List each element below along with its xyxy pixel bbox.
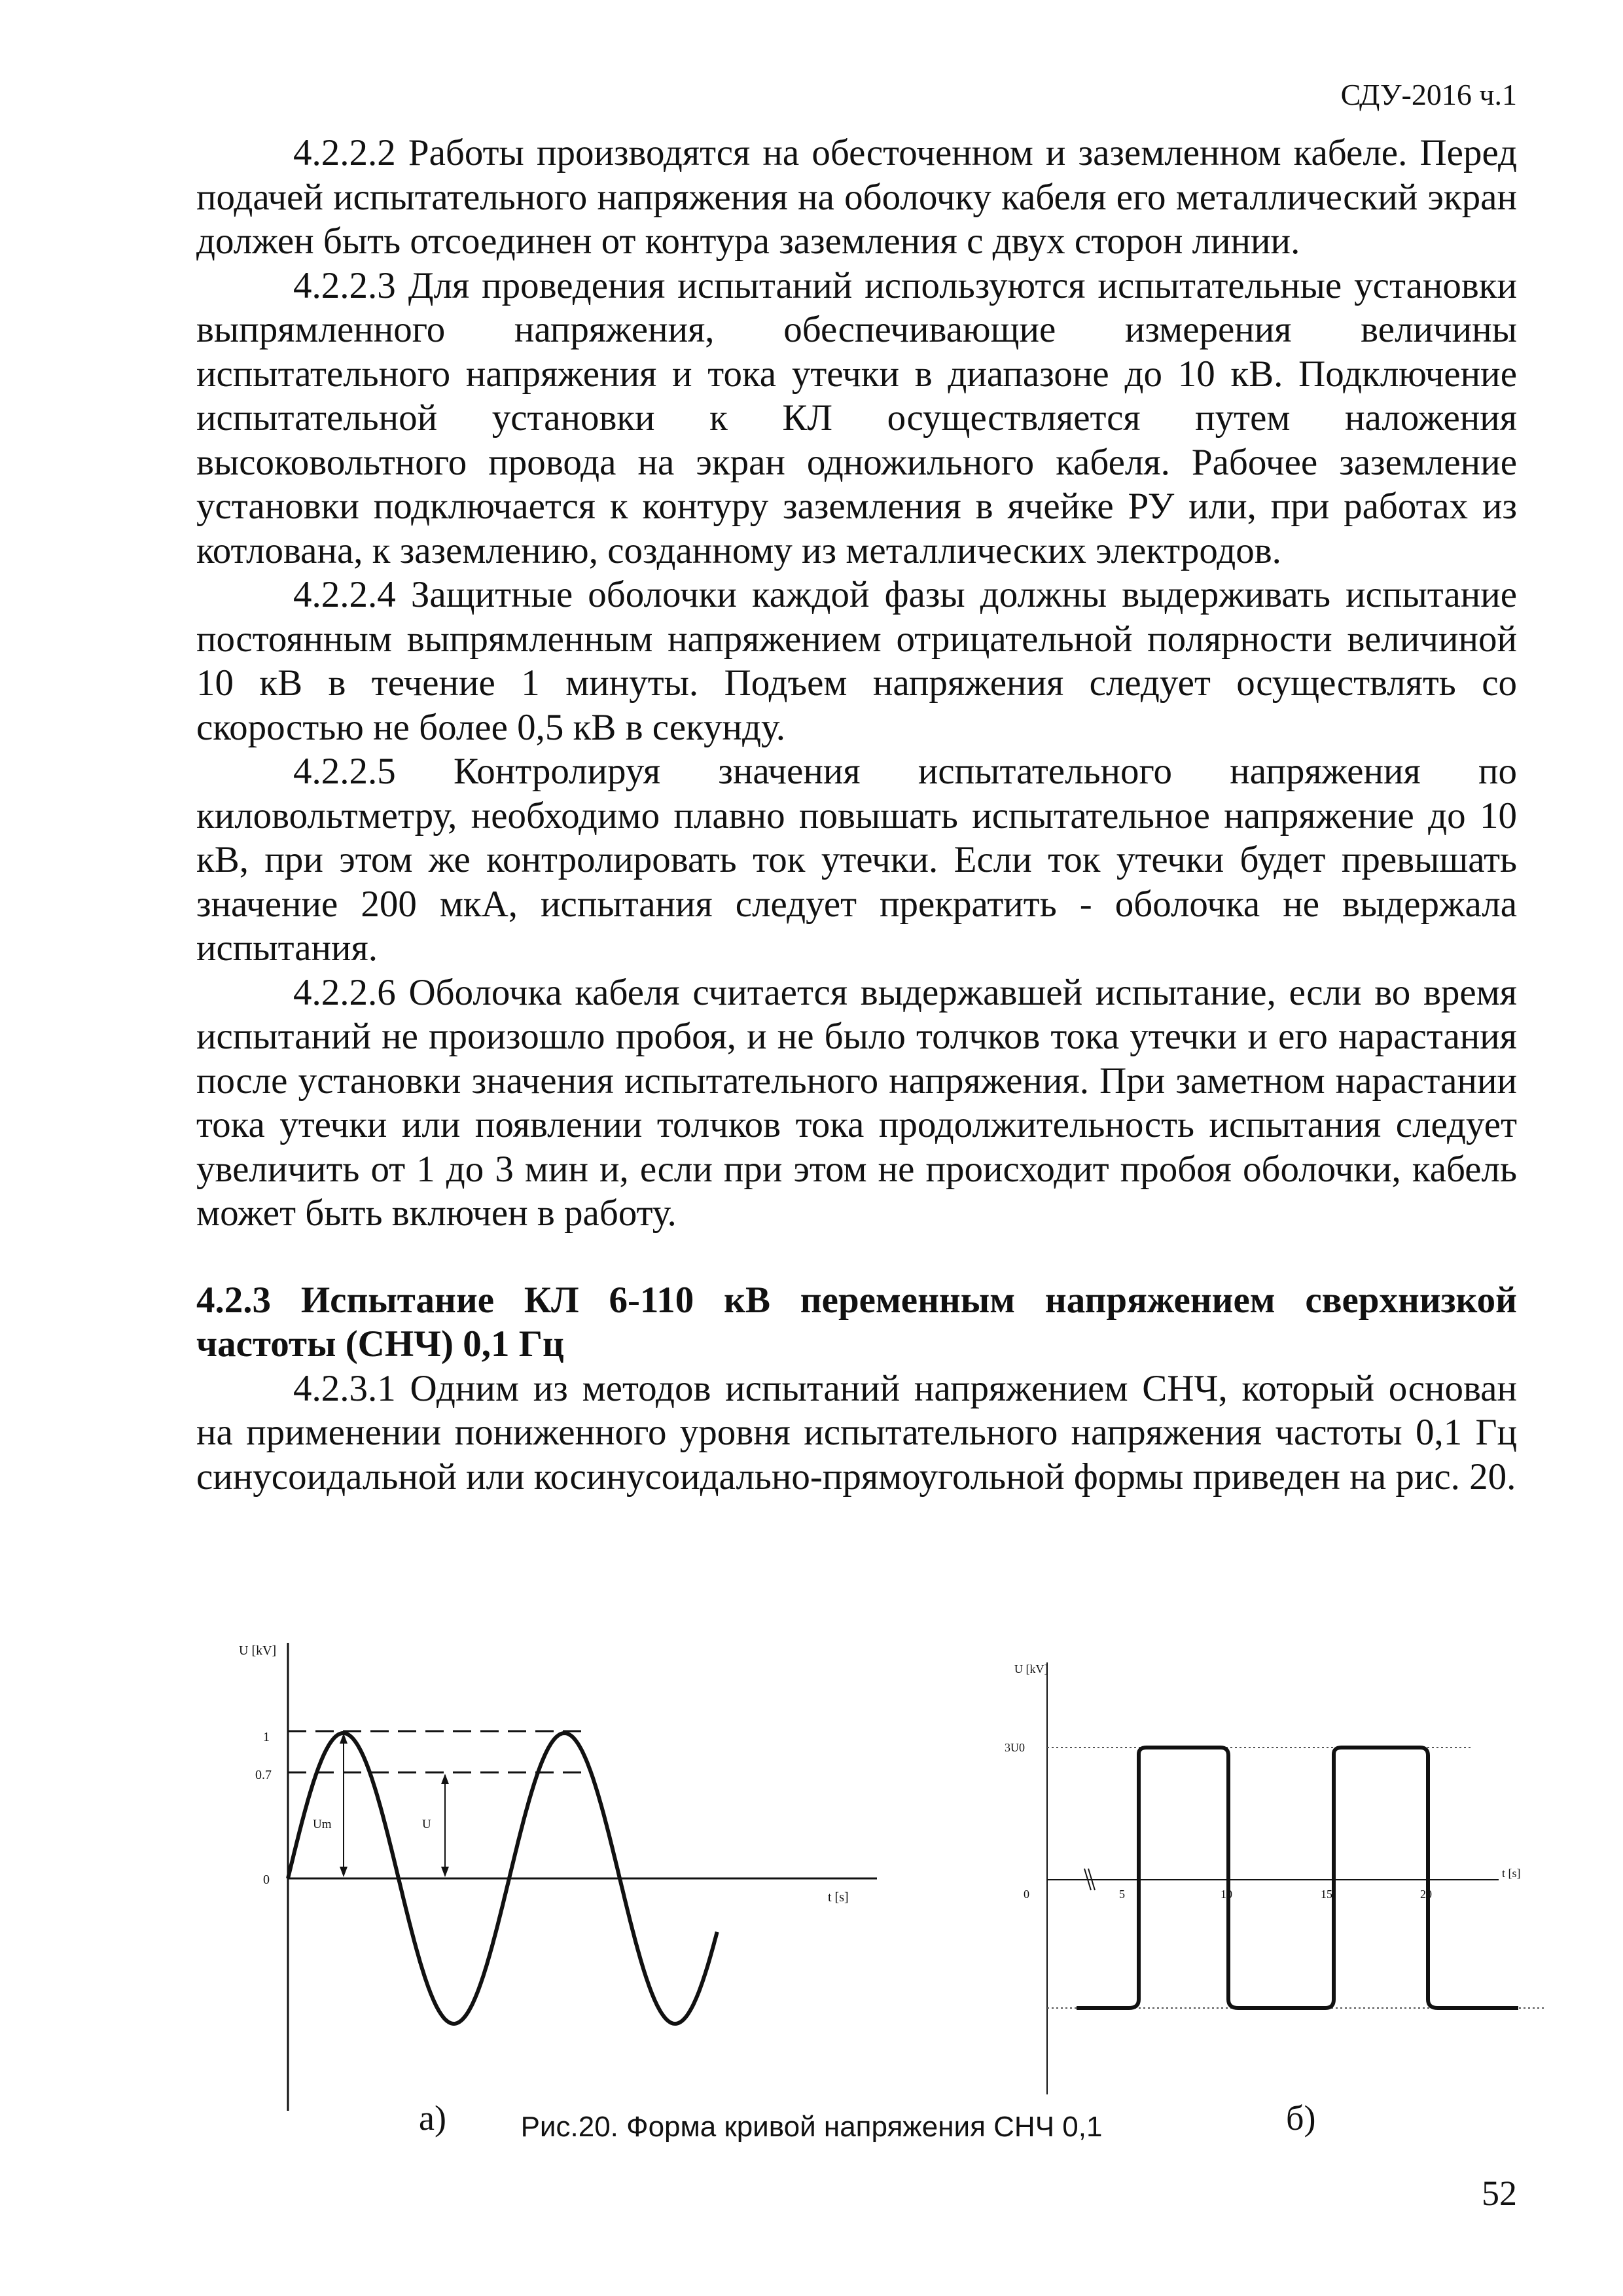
paragraph-4-2-2-2: 4.2.2.2 Работы производятся на обесточенном и заземленном кабеле. Перед подачей испытательного напряжения на оболочку кабеля его металлический экран должен быть отсоединен от контура заземления с двух сторон линии. — [196, 132, 1517, 262]
figure-b-waveform-curve — [1077, 1748, 1518, 2008]
figure-a-u-arrowhead-top — [441, 1774, 449, 1784]
figure-b-x-tick-20: 20 — [1420, 1888, 1432, 1901]
figure-a-um-label: Um — [313, 1818, 332, 1831]
page-number: 52 — [1482, 2174, 1517, 2213]
paragraph-4-2-2-4: 4.2.2.4 Защитные оболочки каждой фазы должны выдерживать испытание постоянным выпрямленным напряжением отрицательной полярности величиной 10 кВ в течение 1 минуты. Подъем напряжения следует осуществлять со скоростью не более 0,5 кВ в секунду. — [196, 574, 1517, 748]
figure-b-sublabel: б) — [1286, 2098, 1316, 2138]
figure-b-rectangular-waveform — [1001, 1636, 1564, 2108]
figure-a-x-axis-label: t [s] — [828, 1890, 849, 1905]
figure-a-sine-waveform — [223, 1623, 890, 2121]
paragraph-4-2-2-3: 4.2.2.3 Для проведения испытаний используются испытательные установки выпрямленного напряжения, обеспечивающие измерения величины испытательного напряжения и тока утечки в диапазоне до 10 кВ. Подключение испытательной установки к КЛ осуществляется путем наложения высоковольтного провода на экран одножильного кабеля. Рабочее заземление установки подключается к контуру заземления в ячейке РУ или, при работах из котлована, к заземлению, созданному из металлических электродов. — [196, 264, 1517, 571]
figure-b-x-axis-label: t [s] — [1502, 1867, 1521, 1880]
paragraph-4-2-2-5: 4.2.2.5 Контролируя значения испытательного напряжения по киловольтметру, необходимо плавно повышать испытательное напряжение до 10 кВ, при этом же контролировать ток утечки. Если ток утечки будет превышать значение 200 мкА, испытания следует прекратить - оболочка не выдержала испытания. — [196, 751, 1517, 969]
paragraph-4-2-2-6: 4.2.2.6 Оболочка кабеля считается выдержавшей испытание, если во время испытаний не произошло пробоя, и не было толчков тока утечки и его нарастания после установки значения испытательного напряжения. При заметном нарастании тока утечки или появлении толчков тока продолжительность испытания следует увеличить от 1 до 3 мин и, если при этом не происходит пробоя оболочки, кабель может быть включен в работу. — [196, 971, 1517, 1234]
figure-b-x-tick-15: 15 — [1321, 1888, 1332, 1901]
running-header: СДУ-2016 ч.1 — [1340, 78, 1517, 111]
section-heading-4-2-3: 4.2.3 Испытание КЛ 6-110 кВ переменным напряжением сверхнизкой частоты (СНЧ) 0,1 Гц — [196, 1279, 1517, 1365]
figure-a-u-label: U — [422, 1818, 431, 1831]
figure-a-tick-1: 1 — [263, 1730, 270, 1744]
figure-a-sublabel: а) — [419, 2098, 446, 2138]
figure-a-y-axis-label: U [kV] — [239, 1643, 277, 1658]
figure-b-x-tick-5: 5 — [1119, 1888, 1125, 1901]
figure-a-u-arrowhead-bottom — [441, 1867, 449, 1877]
paragraph-4-2-3-1: 4.2.3.1 Одним из методов испытаний напряжением СНЧ, который основан на применении пониженного уровня испытательного напряжения частоты 0,1 Гц синусоидальной или косинусоидально-прямоугольной формы приведен на рис. 20. — [196, 1367, 1517, 1498]
figure-b-y-axis-label: U [kV] — [1014, 1662, 1048, 1676]
figure-b-x-tick-0: 0 — [1024, 1888, 1029, 1901]
body-text — [196, 131, 1517, 1499]
figure-caption: Рис.20. Форма кривой напряжения СНЧ 0,1 — [520, 2111, 1103, 2143]
figure-b-level-label: 3U0 — [1005, 1741, 1025, 1754]
figure-a-tick-0-7: 0.7 — [255, 1768, 272, 1782]
figure-a-um-arrowhead-bottom — [340, 1867, 348, 1877]
figure-a-tick-0: 0 — [263, 1873, 270, 1887]
figure-b-x-tick-10: 10 — [1221, 1888, 1232, 1901]
